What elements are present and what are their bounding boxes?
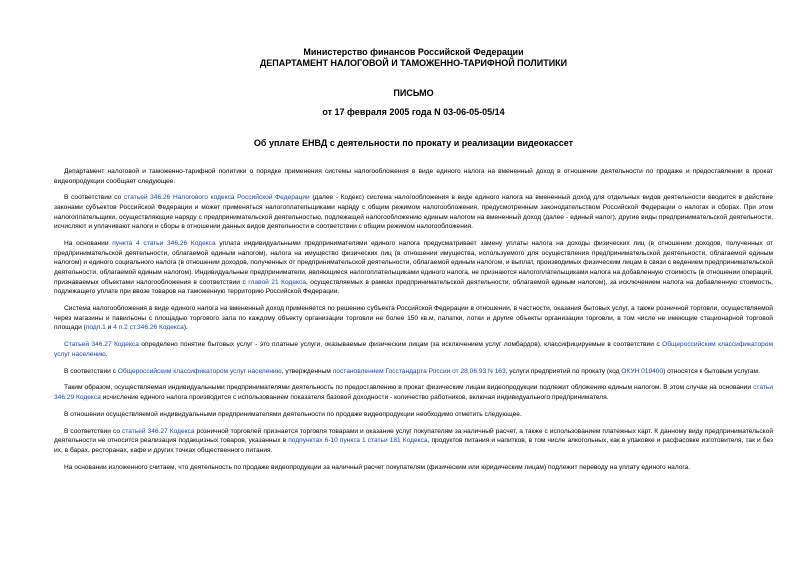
- paragraph-2: [54, 193, 773, 231]
- text-span: исчисление единого налога производится с использованием показателя базовой доходности - количество работников, включая индивидуального предпринимателя.: [100, 394, 609, 402]
- document-date-number: от 17 февраля 2005 года N 03-06-05-05/14: [322, 107, 505, 117]
- text-span: , услуги предприятий по прокату (код: [505, 367, 622, 375]
- link-article-346-29[interactable]: статьи 346.29 Кодекса: [54, 384, 773, 402]
- text-span: , утвержденным: [281, 367, 333, 375]
- link-okun-classifier[interactable]: Общероссийским классификатором услуг населению: [117, 367, 282, 375]
- document-body: [54, 167, 773, 473]
- link-article-346-26[interactable]: статьей 346.26 Налогового кодекса Российской Федерации: [123, 194, 310, 202]
- text-span: и: [105, 324, 114, 332]
- link-subitem-1[interactable]: подп.1: [85, 324, 106, 332]
- paragraph-5: [54, 340, 773, 359]
- link-okun-classifier[interactable]: Общероссийским классификатором услуг населению: [54, 341, 774, 358]
- text-span: определено понятие бытовых услуг - это платные услуги, оказываемые физическим лицам (за исключением услуг ломбардов), классифицируемые в соответствии с: [138, 341, 663, 349]
- link-gosstandart-resolution[interactable]: постановлением Госстандарта России от 28.06.93 N 163: [332, 367, 506, 375]
- text-span: На основании: [64, 240, 113, 248]
- link-okun-019400[interactable]: ОКУН 019400: [621, 367, 664, 375]
- text-span: Таким образом, осуществляемая индивидуальными предпринимателями деятельность по предоставлению в прокат физическим лицам видеопродукции подлежит обложению единым налогом. В этом случае на основании: [64, 384, 754, 392]
- link-article-346-27[interactable]: Статьей 346.27 Кодекса: [64, 341, 139, 349]
- link-chapter-21[interactable]: главой 21 Кодекса: [248, 278, 306, 286]
- paragraph-7: [54, 383, 773, 402]
- paragraph-10: На основании изложенного считаем, что деятельность по продаже видеопродукции за наличный расчет покупателям (физическим или юридическим лицам) подлежит переводу на уплату единого налога.: [64, 463, 691, 471]
- text-span: , осуществляемых в рамках предпринимательской деятельности, облагаемой единым налогом), за исключением налога на добавленную стоимость, подлежащего уплате при ввозе товаров на таможенную территорию Российской Федерации.: [54, 278, 773, 296]
- link-article-346-27[interactable]: статьей 346.27 Кодекса: [122, 427, 195, 435]
- text-span: В соответствии со: [64, 194, 124, 202]
- paragraph-1: Департамент налоговой и таможенно-тарифной политики о порядке применения системы налогообложения в виде единого налога на вмененный доход в отношении деятельности по продаже и предоставлении в прокат видеопродукции сообщает следующее.: [54, 168, 773, 185]
- text-span: .: [105, 350, 108, 358]
- link-item-4-article-346-26[interactable]: пункта 4 статьи 346.26 Кодекса: [112, 240, 216, 248]
- text-span: ).: [183, 324, 188, 332]
- paragraph-4: [54, 304, 773, 333]
- text-span: ) относятся к бытовым услугам.: [663, 367, 760, 375]
- text-span: , продуктов питания и напитков, в том числе алкогольных, как в упаковке и расфасовке изготовителя, так и без их, в барах, ресторанах, кафе и других точках общественного питания.: [54, 437, 774, 455]
- text-span: Система налогообложения в виде единого налога на вмененный доход применяется по решению субъекта Российской Федерации в отношении, в частности, оказания бытовых услуг, а также розничной торговли, осуществляемой через магазины и павильоны с площадью торгового зала по каждому объекту организации торговли не более 150 кв.м, палатки, лотки и другие объекты организации торговли, в том числе не имеющие стационарной торговой площади (: [54, 305, 773, 332]
- paragraph-9: [54, 427, 773, 456]
- paragraph-6: [54, 367, 773, 377]
- document-type: ПИСЬМО: [393, 88, 434, 98]
- text-span: уплата индивидуальными предпринимателями единого налога предусматривает замену уплаты налога на доходы физических лиц (в отношении доходов, полученных от предпринимательской деятельности, облагаемой единым налогом), налога на имущество физических лиц (в отношении имущества, используемого для осуществления предпринимательской деятельности, облагаемой единым налогом) и единого социального налога (в отношении доходов, полученных от предпринимательской деятельности, облагаемой единым налогом, и выплат, производимых физическим лицам в связи с ведением предпринимательской деятельности, облагаемой единым налогом). Индивидуальные предприниматели, являющиеся налогоплательщиками единого налога, не признаются налогоплательщиками налога на добавленную стоимость (в отношении операций, признаваемых объектами налогообложения в соответствии с: [54, 240, 774, 286]
- department-name: ДЕПАРТАМЕНТ НАЛОГОВОЙ И ТАМОЖЕННО-ТАРИФНОЙ ПОЛИТИКИ: [259, 58, 568, 68]
- ministry-name: Министерство финансов Российской Федерации: [303, 47, 524, 57]
- document-subject: Об уплате ЕНВД с деятельности по прокату и реализации видеокассет: [253, 138, 574, 148]
- text-span: В соответствии со: [64, 427, 123, 435]
- paragraph-8: В отношении осуществляемой индивидуальными предпринимателями деятельности по продаже видеопродукции необходимо отметить следующее.: [64, 410, 522, 418]
- text-span: розничной торговлей признается торговля товарами и оказание услуг покупателям за наличный расчет, а также с использованием платежных карт. К данному виду предпринимательской деятельности не относится реализация подакцизных товаров, указанных в: [54, 427, 773, 445]
- text-span: В соответствии с: [64, 367, 118, 375]
- paragraph-3: [54, 239, 773, 297]
- text-span: (далее - Кодекс) система налогообложения в виде единого налога на вмененный доход для отдельных видов деятельности вводится в действие законами субъектов Российской Федерации и может применяться налогоплательщиками наряду с общим режимом налогообложения, предусмотренным законодательством Российской Федерации о налогах и сборах. При этом налогоплательщики, осуществляющие наряду с предпринимательской деятельностью, подлежащей налогообложению единым налогом на вмененный доход (далее - единый налог), другие виды предпринимательской деятельности, исчисляют и уплачивают налоги и сборы в отношении данных видов деятельности в соответствии с общим режимом налогообложения.: [54, 194, 773, 231]
- link-subitem-4-item-2[interactable]: 4 п.2 ст.346.26 Кодекса: [113, 324, 184, 332]
- link-subitems-6-10-article-181[interactable]: подпунктах 6-10 пункта 1 статьи 181 Кодекса: [288, 437, 428, 445]
